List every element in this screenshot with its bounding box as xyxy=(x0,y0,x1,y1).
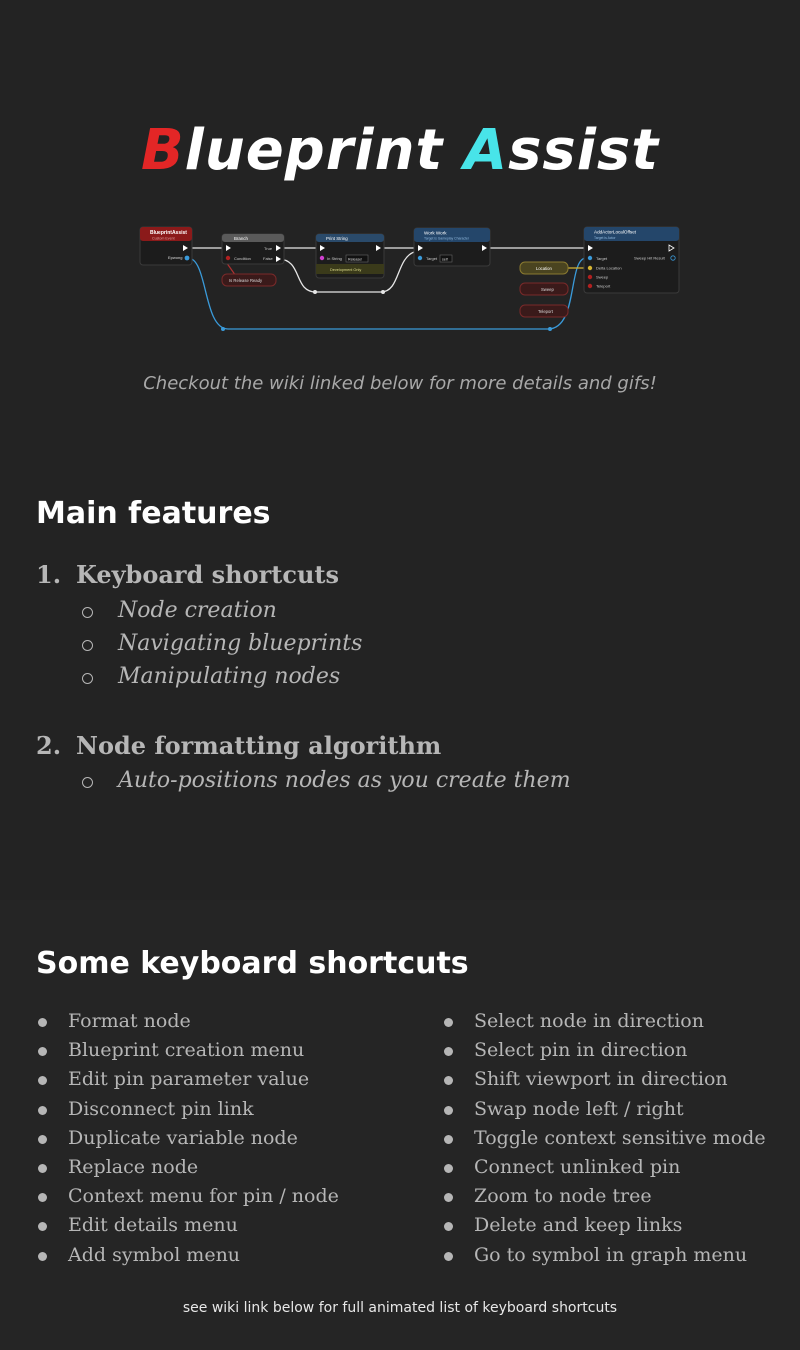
graph-var-location xyxy=(520,262,568,274)
svg-text:Teleport: Teleport xyxy=(596,283,611,289)
bullet-icon xyxy=(444,1047,453,1056)
svg-text:Release!: Release! xyxy=(348,257,363,262)
svg-text:False: False xyxy=(263,256,273,261)
bullet-icon xyxy=(38,1018,47,1027)
graph-node-branch xyxy=(222,234,284,264)
list-item: Blueprint creation menu xyxy=(35,1039,339,1068)
graph-var-sweep xyxy=(520,283,568,295)
svg-text:True: True xyxy=(264,246,273,251)
bullet-icon xyxy=(444,1106,453,1115)
list-item: Select pin in direction xyxy=(441,1039,766,1068)
graph-node-work-work xyxy=(414,228,490,266)
svg-text:Development Only: Development Only xyxy=(330,268,362,272)
graph-var-is-release-ready xyxy=(222,274,276,286)
feature-title: Keyboard shortcuts xyxy=(76,560,340,589)
list-item: Edit details menu xyxy=(35,1214,339,1243)
svg-text:In String: In String xyxy=(327,256,342,261)
svg-text:self: self xyxy=(442,257,448,262)
list-item: Connect unlinked pin xyxy=(441,1156,766,1185)
bullet-icon xyxy=(444,1222,453,1231)
list-item: Context menu for pin / node xyxy=(35,1185,339,1214)
tagline: Checkout the wiki linked below for more details and gifs! xyxy=(143,373,657,394)
main-features-heading: Main features xyxy=(36,496,271,531)
list-item: Delete and keep links xyxy=(441,1214,766,1243)
feature-title: Node formatting algorithm xyxy=(76,731,442,760)
circle-bullet-icon xyxy=(82,640,93,651)
svg-text:Target: Target xyxy=(596,256,608,261)
blueprint-graph-image xyxy=(138,222,684,337)
svg-text:Branch: Branch xyxy=(234,236,248,241)
svg-text:Is Release Ready: Is Release Ready xyxy=(229,278,263,283)
svg-text:Sweep: Sweep xyxy=(541,287,554,292)
shortcuts-list-left xyxy=(35,1010,339,1273)
feature-number: 1. xyxy=(36,560,62,589)
list-item: Swap node left / right xyxy=(441,1098,766,1127)
bullet-icon xyxy=(38,1252,47,1261)
circle-bullet-icon xyxy=(82,777,93,788)
list-item: Format node xyxy=(35,1010,339,1039)
svg-text:AddActorLocalOffset: AddActorLocalOffset xyxy=(594,229,637,235)
bullet-icon xyxy=(38,1222,47,1231)
svg-text:BlueprintAssist: BlueprintAssist xyxy=(150,230,187,236)
svg-text:Delta Location: Delta Location xyxy=(596,265,622,271)
list-item: Duplicate variable node xyxy=(35,1127,339,1156)
bullet-icon xyxy=(38,1135,47,1144)
bullet-icon xyxy=(38,1106,47,1115)
list-item: Zoom to node tree xyxy=(441,1185,766,1214)
bullet-icon xyxy=(444,1076,453,1085)
svg-text:Custom Event: Custom Event xyxy=(152,236,175,241)
list-item: Replace node xyxy=(35,1156,339,1185)
svg-text:Work Work: Work Work xyxy=(424,230,447,236)
bullet-icon xyxy=(444,1252,453,1261)
blueprint-assist-logo: Blueprint Assist xyxy=(140,118,660,183)
shortcuts-list-right xyxy=(441,1010,766,1273)
bullet-icon xyxy=(38,1047,47,1056)
svg-text:Target is Gameplay Character: Target is Gameplay Character xyxy=(424,236,470,241)
svg-text:Sweep Hit Result: Sweep Hit Result xyxy=(634,255,665,261)
svg-text:Teleport: Teleport xyxy=(538,309,553,314)
circle-bullet-icon xyxy=(82,607,93,618)
svg-text:Target: Target xyxy=(426,256,438,261)
list-item: Disconnect pin link xyxy=(35,1098,339,1127)
bullet-icon xyxy=(444,1193,453,1202)
graph-node-add-actor-local-offset xyxy=(584,227,679,293)
list-item: Select node in direction xyxy=(441,1010,766,1039)
svg-text:Location: Location xyxy=(536,266,552,271)
svg-text:Epwong: Epwong xyxy=(168,255,183,260)
list-item: Shift viewport in direction xyxy=(441,1068,766,1097)
footer-note: see wiki link below for full animated list of keyboard shortcuts xyxy=(182,1300,618,1316)
list-item: Toggle context sensitive mode xyxy=(441,1127,766,1156)
list-item: Edit pin parameter value xyxy=(35,1068,339,1097)
bullet-icon xyxy=(38,1193,47,1202)
list-item: Add symbol menu xyxy=(35,1244,339,1273)
circle-bullet-icon xyxy=(82,673,93,684)
bullet-icon xyxy=(38,1164,47,1173)
svg-text:Print String: Print String xyxy=(326,236,348,241)
graph-node-custom-event xyxy=(140,227,192,265)
bullet-icon xyxy=(444,1135,453,1144)
graph-node-print-string xyxy=(316,234,384,278)
svg-text:Target is Actor: Target is Actor xyxy=(594,236,616,240)
feature-number: 2. xyxy=(36,731,62,760)
shortcuts-heading: Some keyboard shortcuts xyxy=(36,946,469,981)
svg-text:Condition: Condition xyxy=(234,256,251,261)
graph-var-teleport xyxy=(520,305,568,317)
bullet-icon xyxy=(444,1018,453,1027)
bullet-icon xyxy=(38,1076,47,1085)
svg-text:Sweep: Sweep xyxy=(596,274,609,280)
bullet-icon xyxy=(444,1164,453,1173)
list-item: Go to symbol in graph menu xyxy=(441,1244,766,1273)
